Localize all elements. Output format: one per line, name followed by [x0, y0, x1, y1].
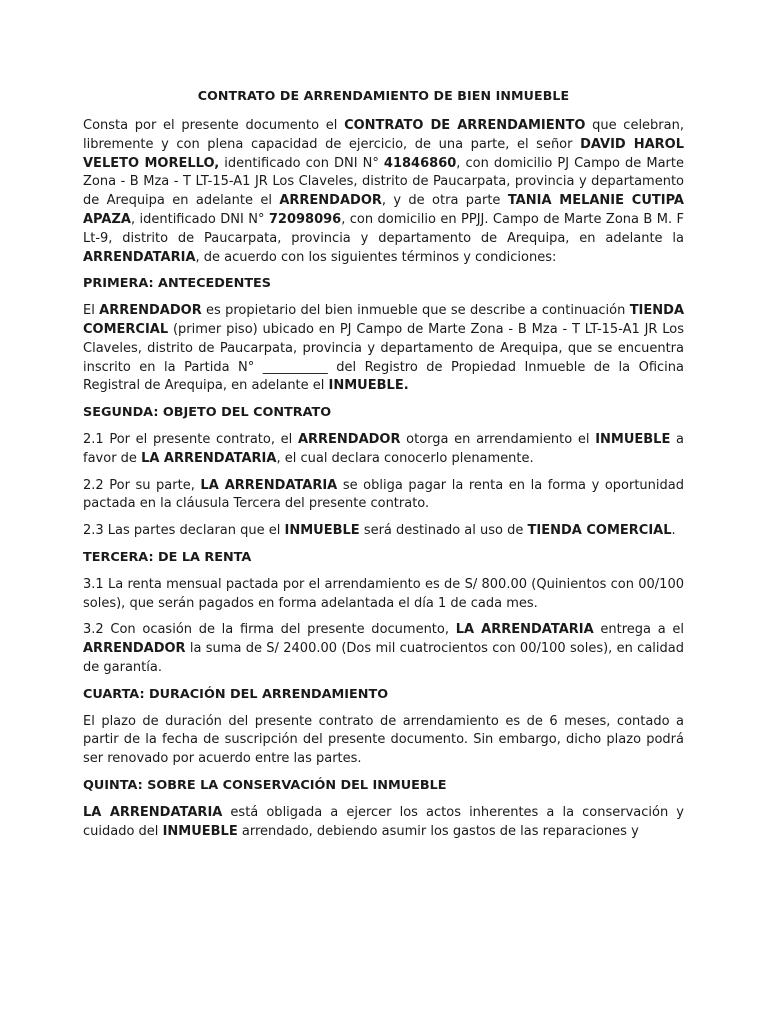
segunda-paragraph-2-3: 2.3 Las partes declaran que el INMUEBLE será destinado al uso de TIENDA COMERCIAL. — [83, 523, 676, 539]
section-heading-cuarta: CUARTA: DURACIÓN DEL ARRENDAMIENTO — [83, 686, 389, 702]
tercera-paragraph-3-2: 3.2 Con ocasión de la firma del presente documento, LA ARRENDATARIA entrega a el ARRENDADOR la suma de S/ 2400.00 (Dos mil cuatrocientos con 00/100 soles), en calidad de garantía. — [83, 622, 684, 675]
section-heading-quinta: QUINTA: SOBRE LA CONSERVACIÓN DEL INMUEBLE — [83, 777, 447, 793]
section-heading-segunda: SEGUNDA: OBJETO DEL CONTRATO — [83, 405, 332, 421]
segunda-paragraph-2-1: 2.1 Por el presente contrato, el ARRENDADOR otorga en arrendamiento el INMUEBLE a favor de LA ARRENDATARIA, el cual declara conocerlo plenamente. — [83, 431, 684, 466]
section-heading-primera: PRIMERA: ANTECEDENTES — [83, 276, 272, 292]
segunda-paragraph-2-2: 2.2 Por su parte, LA ARRENDATARIA se obliga pagar la renta en la forma y oportunidad pactada en la cláusula Tercera del presente contrato. — [83, 477, 684, 512]
section-heading-tercera: TERCERA: DE LA RENTA — [83, 549, 252, 565]
quinta-paragraph: LA ARRENDATARIA está obligada a ejercer los actos inherentes a la conservación y cuidado del INMUEBLE arrendado, debiendo asumir los gastos de las reparaciones y — [83, 804, 684, 839]
tercera-paragraph-3-1: 3.1 La renta mensual pactada por el arrendamiento es de S/ 800.00 (Quinientos con 00/100 soles), que serán pagados en forma adelantada el día 1 de cada mes. — [83, 576, 684, 611]
document-title: CONTRATO DE ARRENDAMIENTO DE BIEN INMUEBLE — [197, 88, 570, 103]
cuarta-paragraph: El plazo de duración del presente contrato de arrendamiento es de 6 meses, contado a partir de la fecha de suscripción del presente documento. Sin embargo, dicho plazo podrá ser renovado por acuerdo entre las partes. — [83, 713, 684, 767]
intro-paragraph: Consta por el presente documento el CONTRATO DE ARRENDAMIENTO que celebran, libremente y con plena capacidad de ejercicio, de una parte, el señor DAVID HAROL VELETO MORELLO, identificado con DNI N° 41846860, con domicilio PJ Campo de Marte Zona - B Mza - T LT-15-A1 JR Los Claveles, distrito de Paucarpata, provincia y departamento de Arequipa en adelante el ARRENDADOR, y de otra parte TANIA MELANIE CUTIPA APAZA, identificado DNI N° 72098096, con domicilio en PPJJ. Campo de Marte Zona B M. F Lt-9, distrito de Paucarpata, provincia y departamento de Arequipa, en adelante la ARRENDATARIA, de acuerdo con los siguientes términos y condiciones: — [83, 118, 684, 265]
primera-paragraph: El ARRENDADOR es propietario del bien inmueble que se describe a continuación TIENDA COMERCIAL (primer piso) ubicado en PJ Campo de Marte Zona - B Mza - T LT-15-A1 JR Los Claveles, distrito de Paucarpata, provincia y departamento de Arequipa, que se encuentra inscrito en la Partida N° __________ del Registro de Propiedad Inmueble de la Oficina Registral de Arequipa, en adelante el INMUEBLE. — [83, 303, 685, 394]
